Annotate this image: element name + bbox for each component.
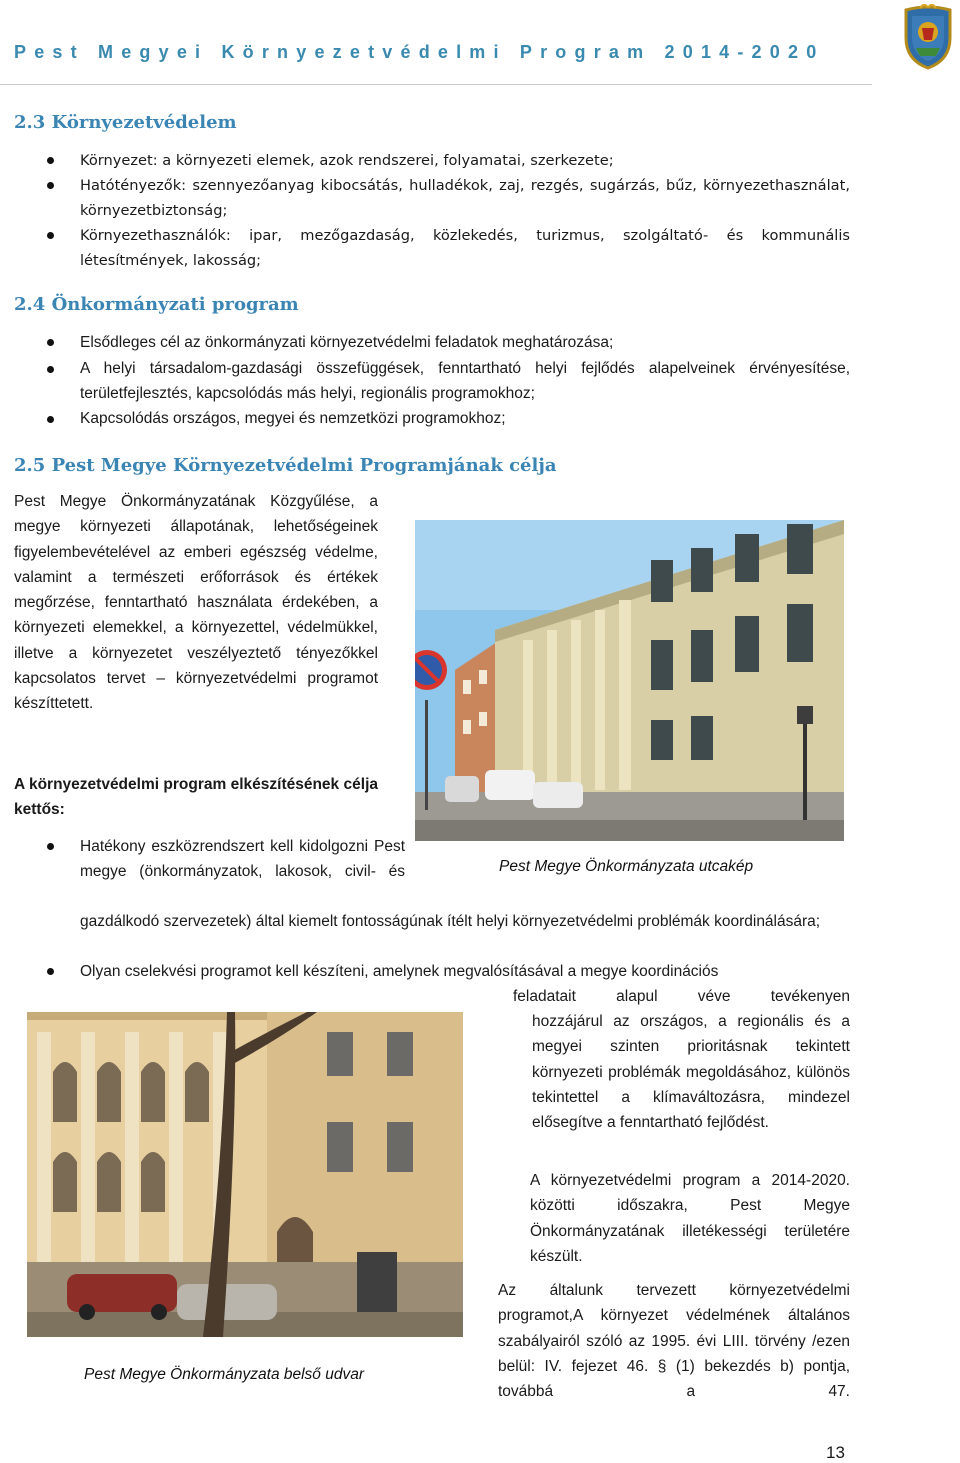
courtyard-photo xyxy=(27,1012,463,1337)
bullet-dot xyxy=(47,232,54,239)
goal-item-2-line2: feladatait alapul véve tevékenyen xyxy=(513,988,850,1005)
heading-2-4: 2.4 Önkormányzati program xyxy=(14,294,299,315)
bullet-dot xyxy=(47,968,54,975)
heading-2-5: 2.5 Pest Megye Környezetvédelmi Programjának célja xyxy=(14,455,557,476)
county-crest-logo xyxy=(902,4,954,70)
bullet-dot xyxy=(47,339,54,346)
bullet-dot xyxy=(47,366,54,373)
goal-item-1-rest: gazdálkodó szervezetek) által kiemelt fontosságúnak ítélt helyi környezetvédelmi problémák koordinálására; xyxy=(80,913,821,930)
goal-heading: A környezetvédelmi program elkészítésének célja kettős: xyxy=(14,776,378,819)
intro-paragraph: Pest Megye Önkormányzatának Közgyűlése, a megye környezeti állapotának, lehetőségeinek figyelembevételével az emberi egészség védelme, valamint a természeti erőforrások és értékek megőrzése, fenntartható használata érdekében, a környezeti elemekkel, a környezettel, védelmükkel, illetve a környezetet veszélyeztető tényezőkkel kapcsolatos tervet – környezetvédelmi programot készíttetett. xyxy=(14,493,378,713)
period-paragraph: A környezetvédelmi program a 2014-2020. közötti időszakra, Pest Megye Önkormányzatának illetékességi területére készült. xyxy=(530,1172,850,1265)
header-rule xyxy=(0,84,872,85)
law-paragraph: Az általunk tervezett környezetvédelmi programot,A környezet védelmének általános szabályairól szóló az 1995. évi LIII. törvény /ezen belül: IV. fejezet 46. § (1) bekezdés b) pontja, továbbá a 47. xyxy=(498,1282,850,1401)
bullet-dot xyxy=(47,182,54,189)
running-header: Pest Megyei Környezetvédelmi Program 2014-2020 xyxy=(14,42,825,62)
bullet-dot xyxy=(47,416,54,423)
bullet-dot xyxy=(47,157,54,164)
goal-item-1-first: Hatékony eszközrendszert kell kidolgozni Pest megye (önkormányzatok, lakosok, civil- és xyxy=(80,838,405,881)
list-item: Elsődleges cél az önkormányzati környezetvédelmi feladatok meghatározása; xyxy=(80,334,614,351)
list-item: Környezet: a környezeti elemek, azok rendszerei, folyamatai, szerkezete; xyxy=(80,152,614,169)
courtyard-photo-caption: Pest Megye Önkormányzata belső udvar xyxy=(84,1366,364,1383)
street-photo-caption: Pest Megye Önkormányzata utcakép xyxy=(499,858,754,875)
list-item: A helyi társadalom-gazdasági összefüggések, fenntartható helyi fejlődés alapelveinek érvényesítése, területfejlesztés, kapcsolódás más helyi, regionális programokhoz; xyxy=(80,360,850,402)
page-number: 13 xyxy=(826,1443,845,1462)
list-item: Környezethasználók: ipar, mezőgazdaság, közlekedés, turizmus, szolgáltató- és kommunális létesítmények, lakosság; xyxy=(80,227,850,269)
bullet-dot xyxy=(47,843,54,850)
list-item: Hatótényezők: szennyezőanyag kibocsátás, hulladékok, zaj, rezgés, sugárzás, bűz, környezethasználat, környezetbiztonság; xyxy=(80,177,850,219)
heading-2-3: 2.3 Környezetvédelem xyxy=(14,112,237,133)
list-item: Kapcsolódás országos, megyei és nemzetközi programokhoz; xyxy=(80,410,506,427)
street-photo xyxy=(415,520,844,841)
goal-item-2-line1: Olyan cselekvési programot kell készíteni, amelynek megvalósításával a megye koordinációs xyxy=(80,963,719,980)
goal-item-2-rest: hozzájárul az országos, a regionális és a megyei szinten prioritásnak tekintett környezeti problémák megoldásához, különös tekintettel a klímaváltozásra, mindezel elősegítve a fenntartható fejlődést. xyxy=(532,1013,850,1132)
